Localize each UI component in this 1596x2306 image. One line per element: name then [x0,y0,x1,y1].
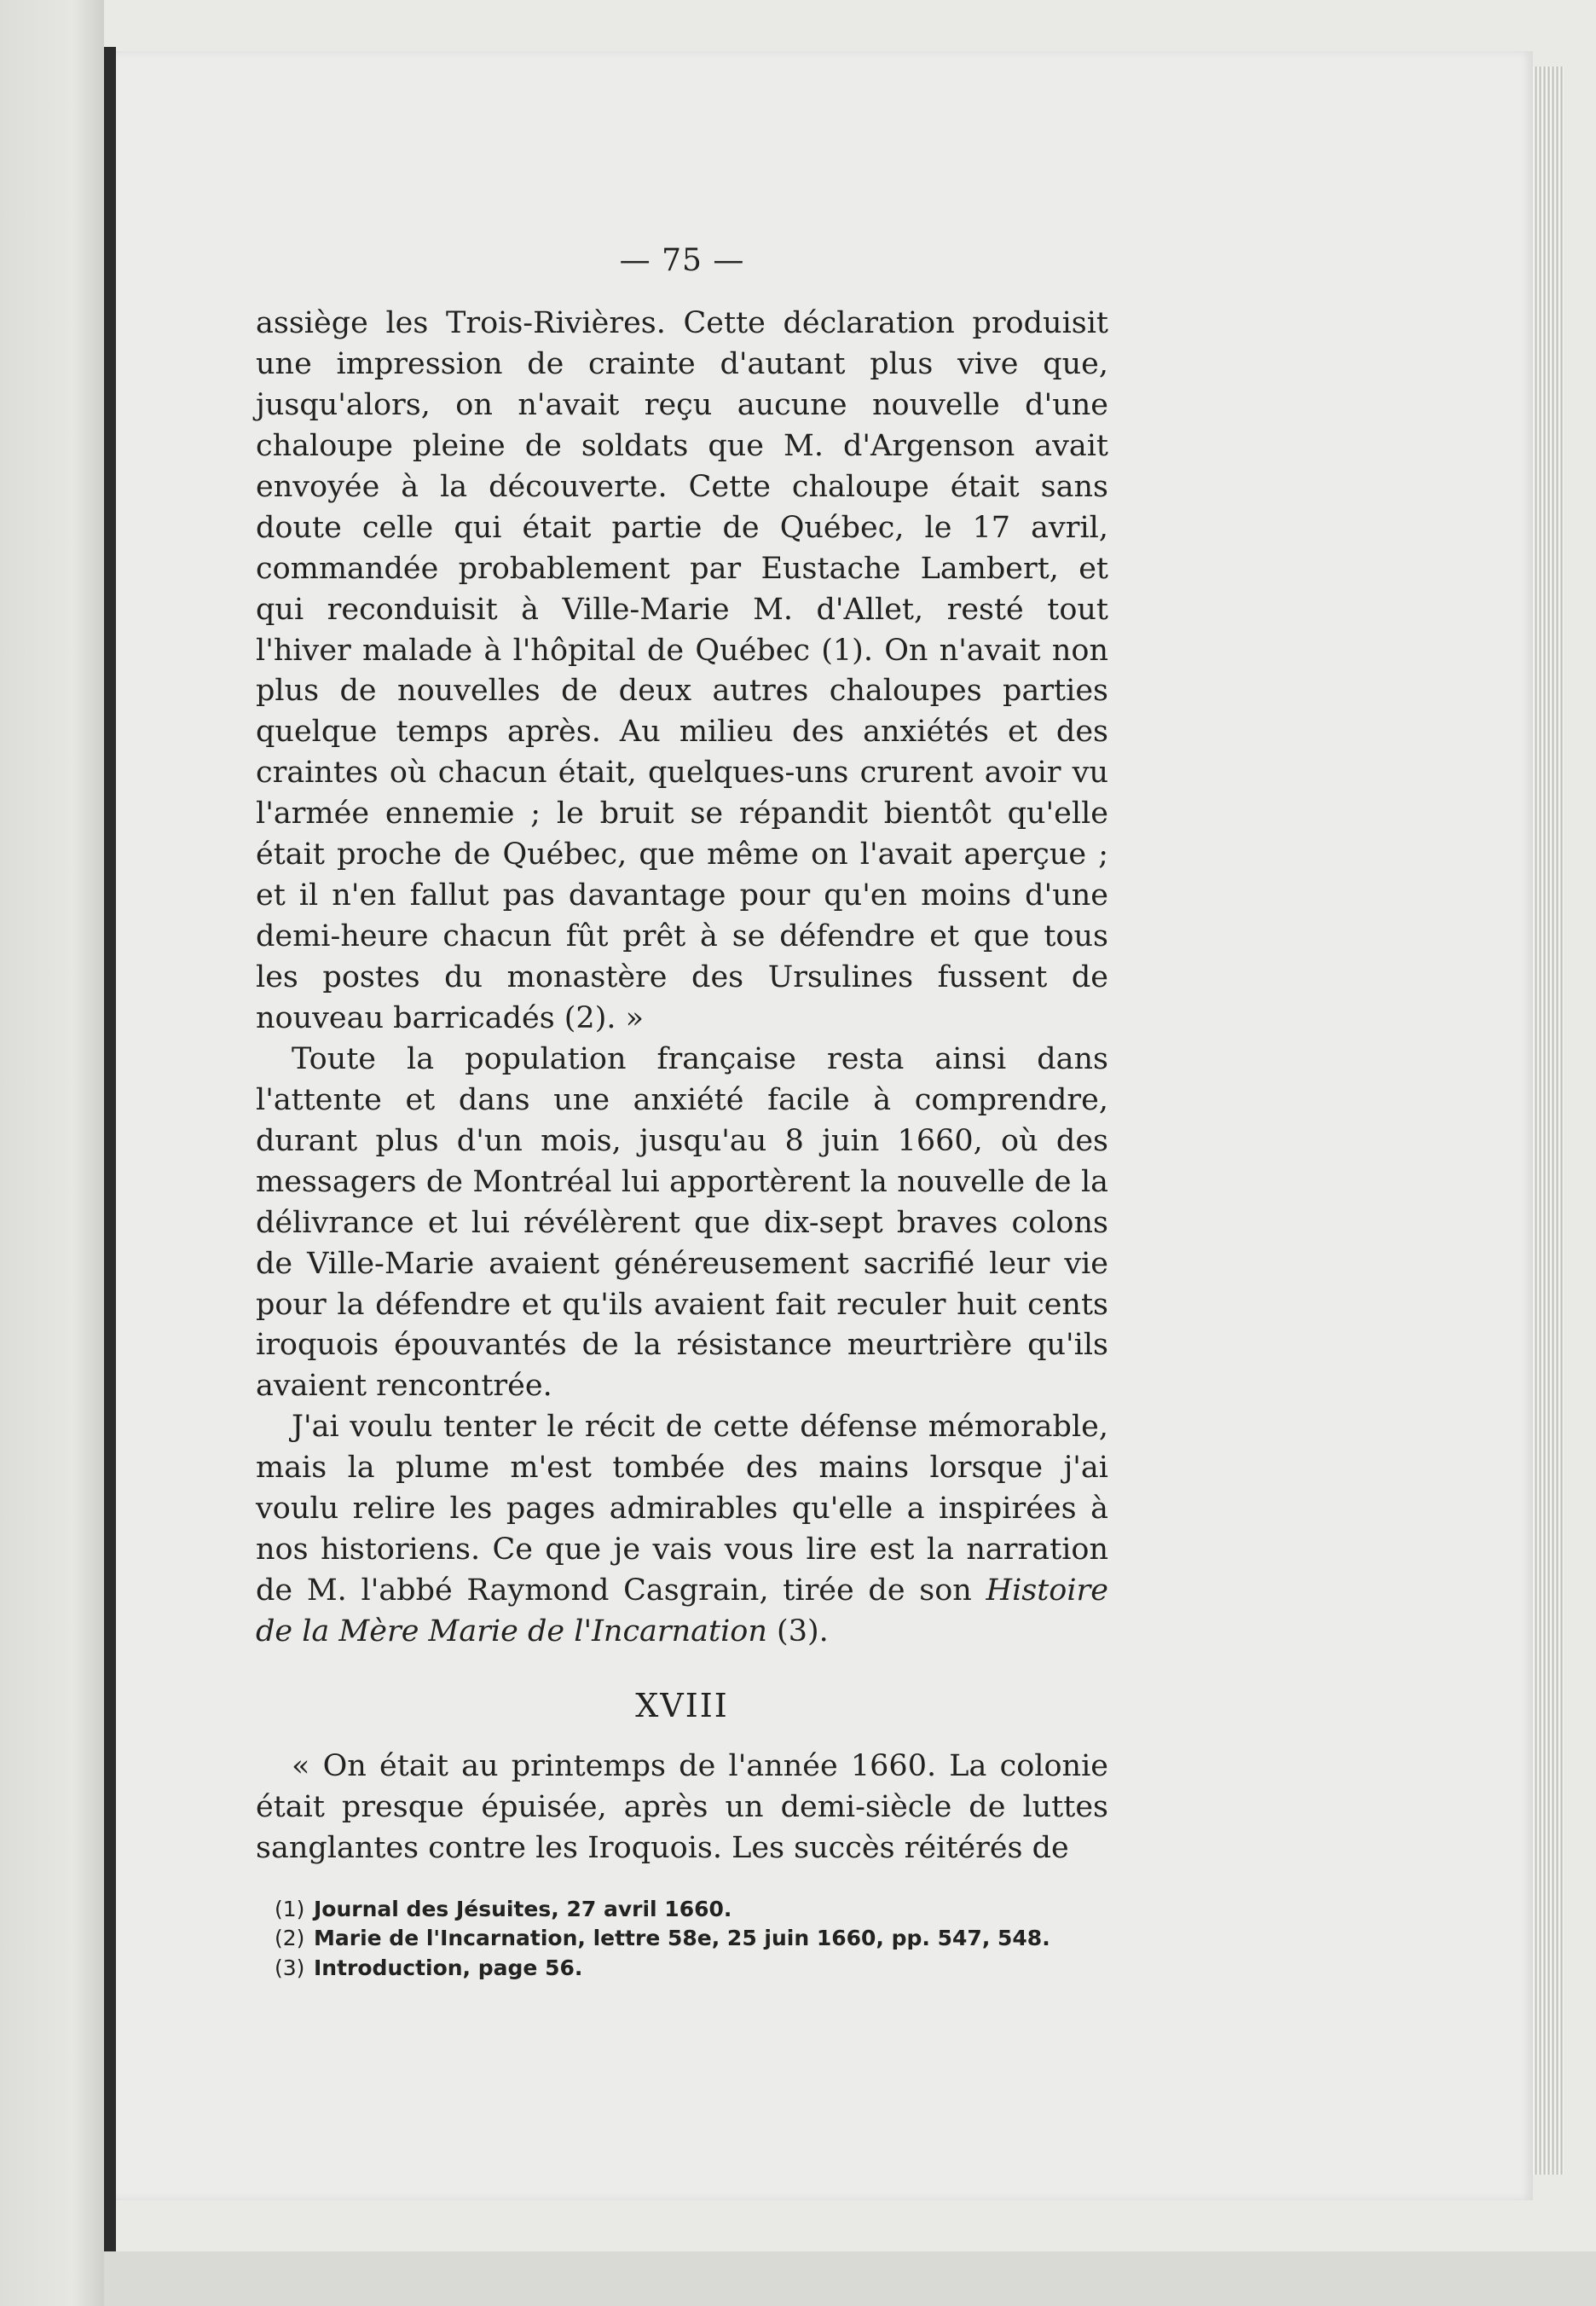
section-paragraph: « On était au printemps de l'année 1660. La colonie était presque épuisée, après un demi-siècle de luttes sanglantes contre les Iroquois. Les succès réitérés de [256,1748,1108,1865]
body-text [256,304,1108,1869]
footnote-text: Journal des Jésuites, 27 avril 1660. [314,1896,732,1921]
footnote-text: Marie de l'Incarnation, lettre 58e, 25 juin 1660, pp. 547, 548. [314,1926,1050,1951]
book-spine-shadow [104,47,116,2298]
footnote-2 [256,1924,1108,1954]
section-heading: XVIII [635,1686,729,1724]
footnote-number: (3) [275,1955,305,1980]
paragraph-3-tail: (3). [766,1614,829,1648]
book-title-italic: Histoire de la Mère Marie de l'Incarnation [256,1573,1108,1648]
page-stack-edge [1533,67,1564,2175]
footnotes [256,1895,1108,1984]
paragraph-1: assiège les Trois-Rivières. Cette déclaration produisit une impression de crainte d'autant plus vive que, jusqu'alors, on n'avait reçu aucune nouvelle d'une chaloupe pleine de soldats que M. d'Argenson avait envoyée à la découverte. Cette chaloupe était sans doute celle qui était partie de Québec, le 17 avril, commandée probablement par Eustache Lambert, et qui reconduisit à Ville-Marie M. d'Allet, resté tout l'hiver malade à l'hôpital de Québec (1). On n'avait non plus de nouvelles de deux autres chaloupes parties quelque temps après. Au milieu des anxiétés et des craintes où chacun était, quelques-uns crurent avoir vu l'armée ennemie ; le bruit se répandit bientôt qu'elle était proche de Québec, que même on l'avait aperçue ; et il n'en fallut pas davantage pour qu'en moins d'une demi-heure chacun fût prêt à se défendre et que tous les postes du monastère des Ursulines fussent de nouveau barricadés (2). » [256,306,1108,1035]
page-content [256,243,1108,1983]
footnote-number: (1) [275,1896,305,1921]
footnote-3 [256,1954,1108,1984]
facing-page-edge [0,0,104,2306]
bottom-margin-strip [104,2251,1596,2306]
footnote-number: (2) [275,1926,305,1951]
paragraph-3-text: J'ai voulu tenter le récit de cette défense mémorable, mais la plume m'est tombée des mains lorsque j'ai voulu relire les pages admirables qu'elle a inspirées à nos historiens. Ce que je vais vous lire est la narration de M. l'abbé Raymond Casgrain, tirée de son [256,1410,1108,1608]
page-number: — 75 — [619,243,745,278]
footnote-1 [256,1895,1108,1925]
paragraph-3 [256,1407,1108,1653]
paragraph-2: Toute la population française resta ainsi dans l'attente et dans une anxiété facile à comprendre, durant plus d'un mois, jusqu'au 8 juin 1660, où des messagers de Montréal lui apportèrent la nouvelle de la délivrance et lui révélèrent que dix-sept braves colons de Ville-Marie avaient généreusement sacrifié leur vie pour la défendre et qu'ils avaient fait reculer huit cents iroquois épouvantés de la résistance meurtrière qu'ils avaient rencontrée. [256,1041,1108,1404]
footnote-text: Introduction, page 56. [314,1955,583,1980]
